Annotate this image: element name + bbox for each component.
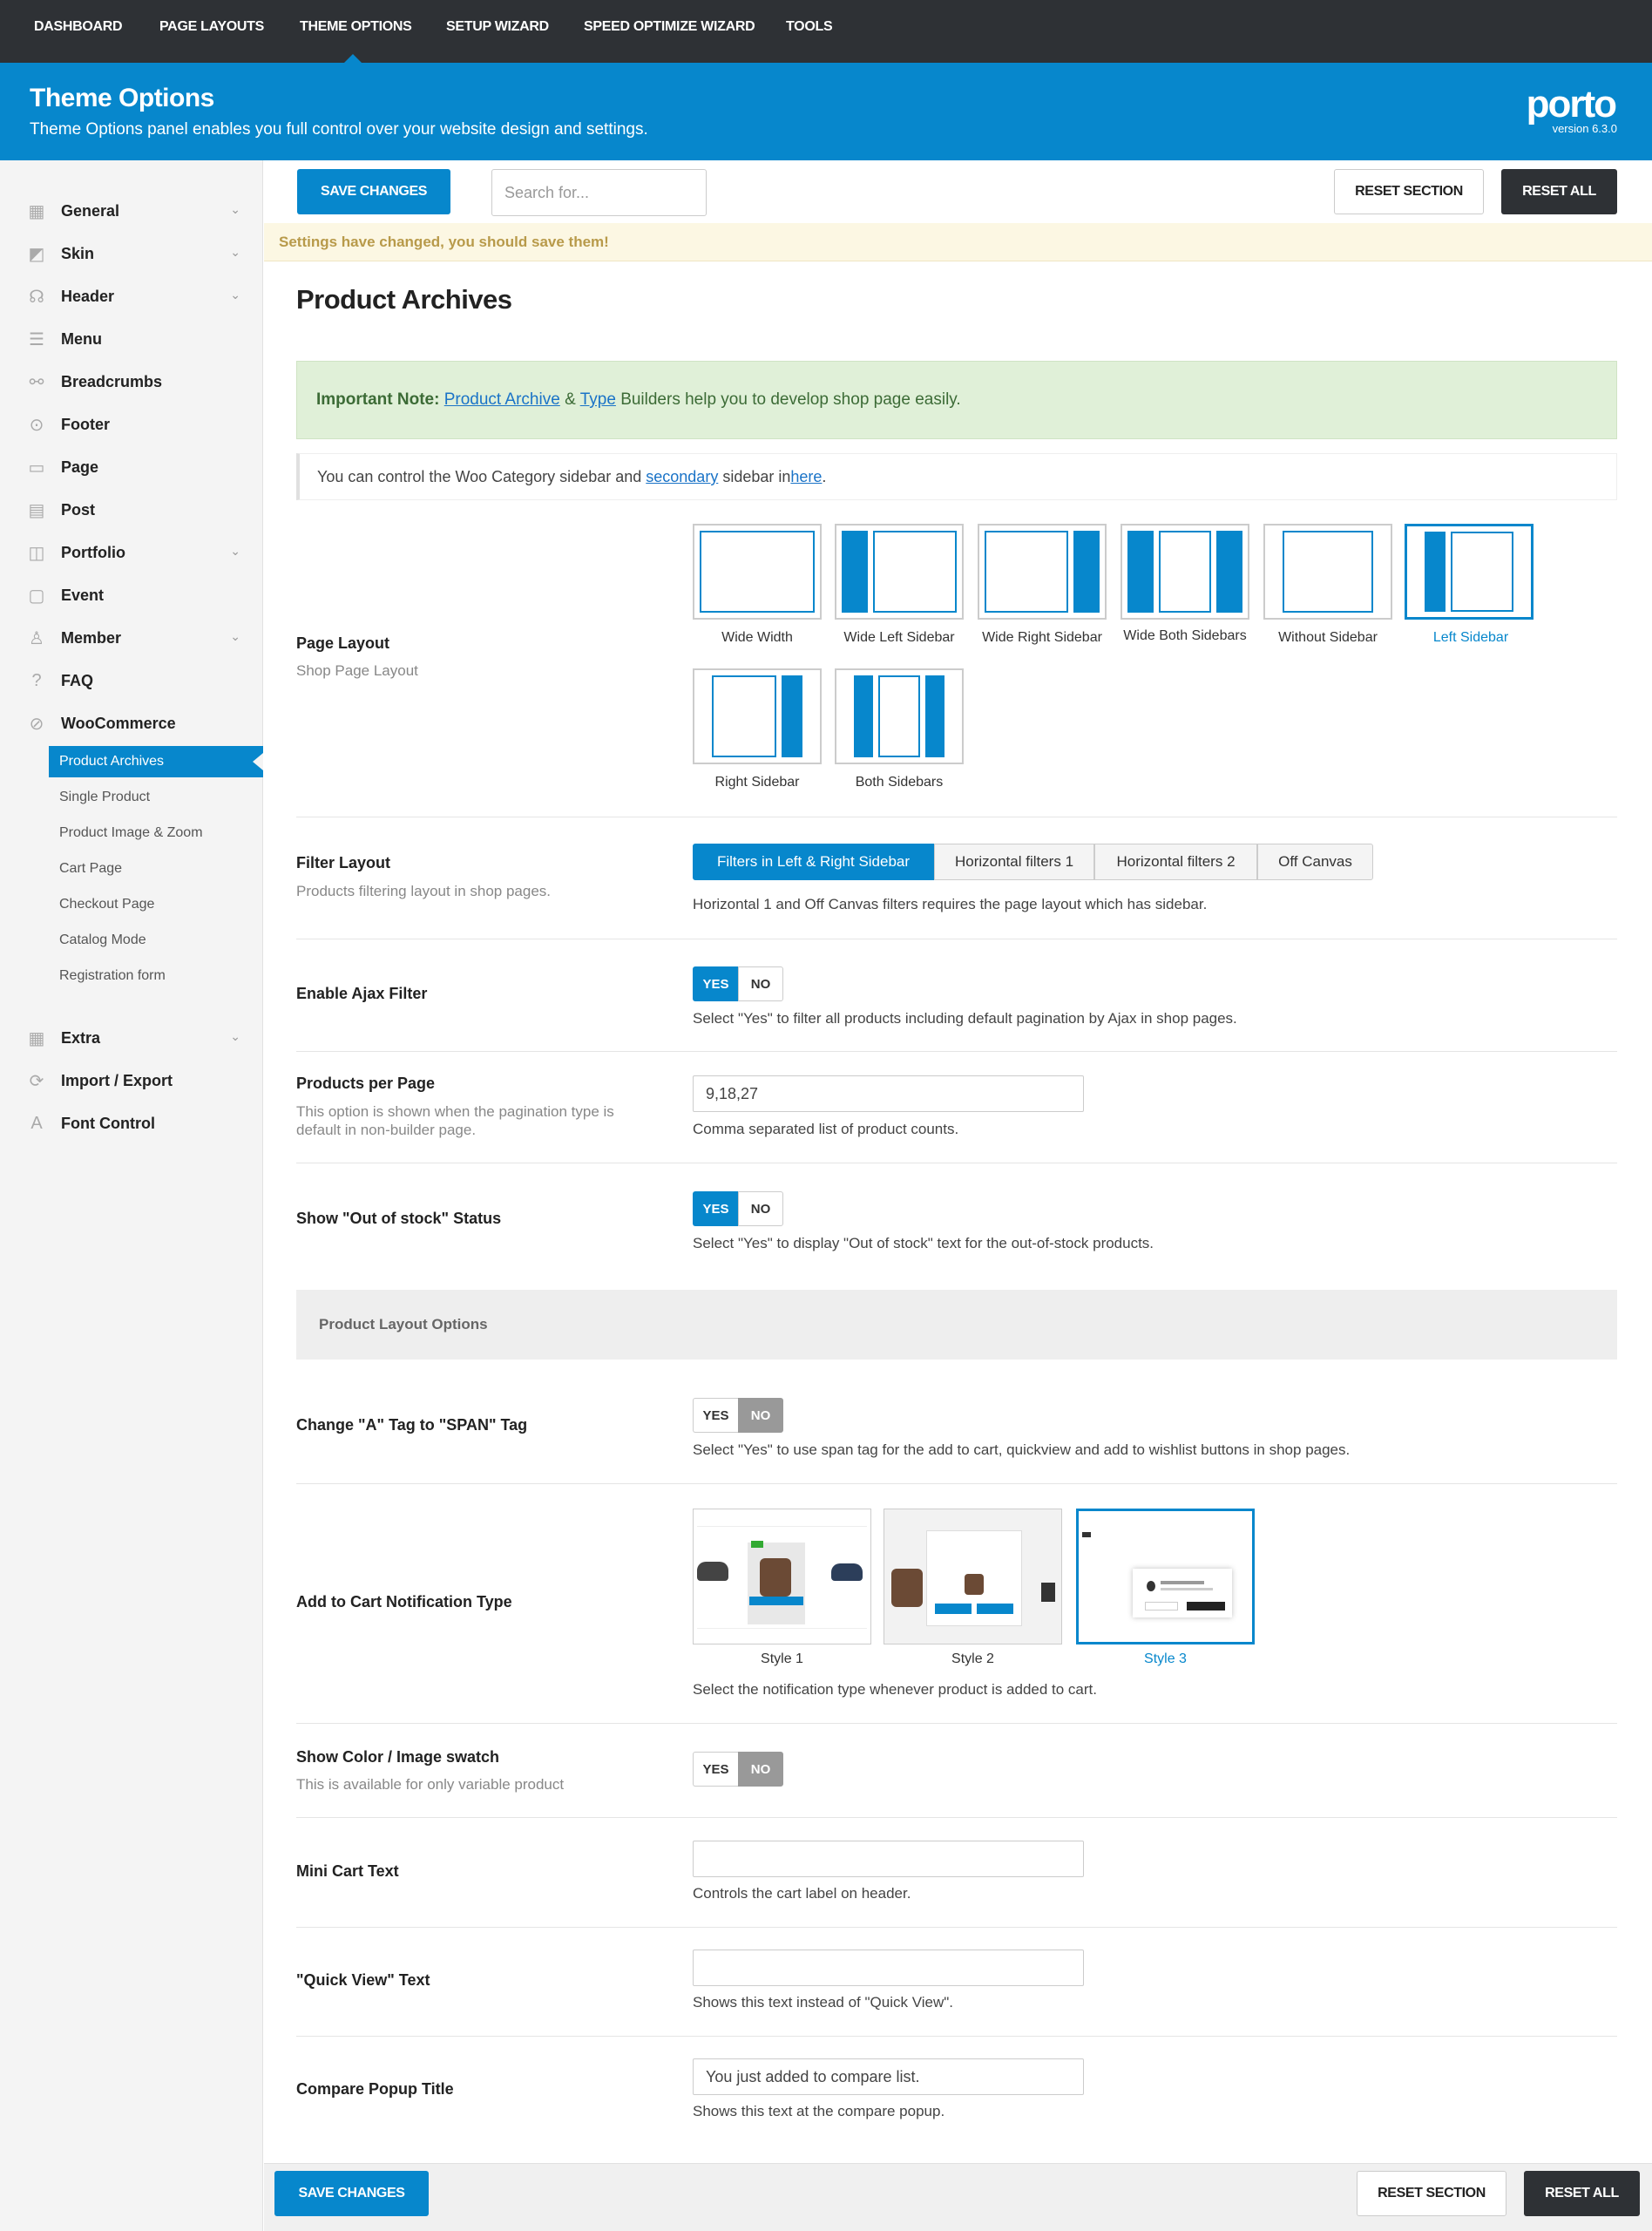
shoe-image xyxy=(831,1563,863,1581)
out-of-stock-label: Show "Out of stock" Status xyxy=(296,1210,502,1227)
popup-text-line xyxy=(1161,1588,1213,1590)
compare-popup-input[interactable] xyxy=(693,2058,1084,2095)
porto-logo: porto xyxy=(1526,83,1615,125)
sidebar-item-label: General xyxy=(61,201,120,220)
reset-all-button-bottom[interactable]: RESET ALL xyxy=(1524,2171,1640,2216)
span-tag-label: Change "A" Tag to "SPAN" Tag xyxy=(296,1416,528,1434)
ajax-filter-label: Enable Ajax Filter xyxy=(296,985,428,1002)
style-label: Style 2 xyxy=(951,1651,994,1666)
filter-option-horizontal-1[interactable]: Horizontal filters 1 xyxy=(934,844,1094,880)
unsaved-changes-notice: Settings have changed, you should save them! xyxy=(264,223,1652,261)
sidebar-sub-single-product[interactable]: Single Product xyxy=(59,790,151,804)
reset-all-button[interactable]: RESET ALL xyxy=(1501,169,1617,214)
layout-label: Both Sidebars xyxy=(855,775,944,790)
view-cart-button xyxy=(935,1604,972,1614)
sidebar-sub-catalog-mode[interactable]: Catalog Mode xyxy=(59,932,146,947)
sidebar-item-label: Footer xyxy=(61,415,110,433)
layout-label: Wide Width xyxy=(721,630,793,645)
sidebar-item-font-control[interactable] xyxy=(24,1106,253,1141)
note-text: Builders help you to develop shop page easily. xyxy=(620,390,961,409)
bag-image xyxy=(891,1569,923,1607)
sidebar-info xyxy=(296,453,1617,500)
sidebar-item-header[interactable] xyxy=(24,279,253,314)
woo-icon: ⊘ xyxy=(29,714,44,734)
style-label: Style 1 xyxy=(761,1651,803,1666)
note-amp: & xyxy=(565,390,576,409)
sidebar-item-breadcrumbs[interactable] xyxy=(24,364,253,399)
sidebar-item-label: Post xyxy=(61,500,96,519)
sidebar-item-label: Member xyxy=(61,628,122,647)
layout-wide-both-sidebars[interactable] xyxy=(1121,524,1249,620)
info-text: You can control the Woo Category sidebar and xyxy=(317,468,642,485)
sidebar-item-label: Header xyxy=(61,287,115,305)
sidebar-item-label: Extra xyxy=(61,1028,101,1047)
notification-style-1[interactable] xyxy=(693,1509,871,1644)
span-tag-yes[interactable]: YES xyxy=(693,1398,738,1433)
important-note xyxy=(296,361,1617,439)
layout-both-sidebars[interactable] xyxy=(835,668,964,764)
chevron-down-icon: ⌄ xyxy=(230,288,240,302)
filter-layout-label: Filter Layout xyxy=(296,854,391,871)
swatch-desc: This is available for only variable product xyxy=(296,1776,565,1793)
quick-view-help: Shows this text instead of "Quick View". xyxy=(693,1994,954,2011)
sidebar-item-label: Import / Export xyxy=(61,1071,173,1089)
post-icon: ▤ xyxy=(28,500,45,520)
banner-title: Theme Options xyxy=(30,84,214,112)
ajax-filter-yes[interactable]: YES xyxy=(693,966,738,1001)
chevron-down-icon: ⌄ xyxy=(230,202,240,216)
mini-cart-input[interactable] xyxy=(693,1841,1084,1877)
page-title: Product Archives xyxy=(296,284,512,315)
divider xyxy=(296,1723,1617,1724)
quick-view-label: "Quick View" Text xyxy=(296,1971,430,1989)
view-cart-button xyxy=(1145,1602,1178,1611)
out-of-stock-yes[interactable]: YES xyxy=(693,1191,738,1226)
filter-option-left-right-sidebar[interactable]: Filters in Left & Right Sidebar xyxy=(693,844,934,880)
sidebar-sub-checkout-page[interactable]: Checkout Page xyxy=(59,897,155,912)
layout-without-sidebar[interactable] xyxy=(1263,524,1392,620)
per-page-label: Products per Page xyxy=(296,1075,436,1092)
sidebar-item-faq[interactable] xyxy=(24,663,253,698)
quick-view-input[interactable] xyxy=(693,1950,1084,1986)
notification-style-3[interactable] xyxy=(1076,1509,1255,1644)
sidebar-sub-registration-form[interactable]: Registration form xyxy=(59,968,166,983)
layout-sidebar-bar xyxy=(1425,532,1446,612)
continue-button xyxy=(977,1604,1013,1614)
notification-style-2[interactable] xyxy=(884,1509,1062,1644)
sidebar-item-label: Skin xyxy=(61,244,95,262)
shoe-image xyxy=(697,1562,728,1581)
layout-sidebar-bar xyxy=(1216,531,1242,613)
info-text-mid: sidebar in xyxy=(722,468,791,485)
product-thumb xyxy=(1147,1581,1155,1591)
layout-label: Without Sidebar xyxy=(1278,630,1378,645)
layout-label: Wide Both Sidebars xyxy=(1123,628,1247,643)
sidebar-item-extra[interactable] xyxy=(24,1021,253,1055)
link-icon: ⚯ xyxy=(29,372,44,392)
sidebar-sub-product-image-zoom[interactable]: Product Image & Zoom xyxy=(59,825,203,840)
layout-sidebar-bar xyxy=(1127,531,1154,613)
sale-badge xyxy=(751,1541,763,1548)
chevron-down-icon: ⌄ xyxy=(230,245,240,259)
sidebar-item-general[interactable] xyxy=(24,193,253,228)
layout-content-box xyxy=(985,531,1068,613)
layout-label: Wide Right Sidebar xyxy=(982,630,1102,645)
chevron-down-icon: ⌄ xyxy=(230,1029,240,1043)
sidebar-item-label: WooCommerce xyxy=(61,714,176,732)
notification-help: Select the notification type whenever product is added to cart. xyxy=(693,1681,1097,1698)
per-page-desc: This option is shown when the pagination type is default in non-builder page. xyxy=(296,1103,614,1138)
filter-layout-desc: Products filtering layout in shop pages. xyxy=(296,883,552,899)
banner-subtitle: Theme Options panel enables you full control over your website design and settings. xyxy=(30,120,648,139)
divider xyxy=(296,2036,1617,2037)
nav-speed-optimize-wizard[interactable]: SPEED OPTIMIZE WIZARD xyxy=(584,19,755,34)
nav-theme-options[interactable]: THEME OPTIONS xyxy=(300,19,412,34)
sidebar-item-woocommerce[interactable] xyxy=(24,706,253,741)
divider xyxy=(296,1927,1617,1928)
page-layout-desc: Shop Page Layout xyxy=(296,662,418,679)
divider xyxy=(296,1817,1617,1818)
page-layout-label: Page Layout xyxy=(296,634,390,652)
type-link[interactable]: Type xyxy=(579,390,616,409)
sidebar-item-label: Font Control xyxy=(61,1114,155,1132)
mini-cart-help: Controls the cart label on header. xyxy=(693,1885,911,1902)
section-header: Product Layout Options xyxy=(296,1290,1617,1360)
sidebar-item-import-export[interactable] xyxy=(24,1063,253,1098)
mini-cart-label: Mini Cart Text xyxy=(296,1862,399,1880)
sidebar-item-event[interactable] xyxy=(24,578,253,613)
compare-popup-help: Shows this text at the compare popup. xyxy=(693,2103,945,2119)
per-page-input[interactable] xyxy=(693,1075,1084,1112)
layout-content-box xyxy=(878,675,920,757)
layout-sidebar-bar xyxy=(854,675,873,757)
save-changes-button[interactable]: SAVE CHANGES xyxy=(297,169,450,214)
ajax-filter-no[interactable]: NO xyxy=(738,966,783,1001)
here-link[interactable]: here xyxy=(790,468,823,485)
sidebar-item-member[interactable] xyxy=(24,620,253,655)
layout-label: Left Sidebar xyxy=(1432,630,1509,645)
bag-image xyxy=(760,1558,791,1597)
layout-wide-left-sidebar[interactable] xyxy=(835,524,964,620)
nav-tools[interactable]: TOOLS xyxy=(786,19,833,34)
swatch-no[interactable]: NO xyxy=(738,1752,783,1787)
info-end: . xyxy=(822,468,827,485)
menu-icon: ☰ xyxy=(29,329,44,349)
layout-sidebar-bar xyxy=(842,531,868,613)
sidebar-item-label: Menu xyxy=(61,329,102,348)
notification-type-label: Add to Cart Notification Type xyxy=(296,1593,512,1611)
header-icon: ☊ xyxy=(29,287,44,307)
footer-icon: ⊙ xyxy=(29,415,44,435)
sidebar-sub-cart-page[interactable]: Cart Page xyxy=(59,861,123,876)
page-icon: ▭ xyxy=(28,458,45,478)
side-image xyxy=(1041,1583,1055,1602)
span-tag-help: Select "Yes" to use span tag for the add to cart, quickview and add to wishlist buttons in shop pages. xyxy=(693,1441,1351,1458)
search-input[interactable] xyxy=(491,169,707,216)
bag-thumb xyxy=(965,1574,984,1595)
layout-content-box xyxy=(712,675,776,757)
sidebar-item-label: Page xyxy=(61,458,99,476)
layout-label: Wide Left Sidebar xyxy=(843,630,955,645)
sidebar-item-menu[interactable] xyxy=(24,322,253,356)
layout-content-box xyxy=(1159,531,1211,613)
sidebar xyxy=(0,160,263,2231)
reset-section-button-bottom[interactable]: RESET SECTION xyxy=(1357,2171,1506,2216)
compare-popup-label: Compare Popup Title xyxy=(296,2080,454,2098)
sidebar-item-page[interactable] xyxy=(24,450,253,485)
chevron-down-icon: ⌄ xyxy=(230,544,240,558)
sidebar-item-label: Portfolio xyxy=(61,543,125,561)
layout-content-box xyxy=(1283,531,1373,613)
sidebar-item-footer[interactable] xyxy=(24,407,253,442)
span-tag-no[interactable]: NO xyxy=(738,1398,783,1433)
filter-option-off-canvas[interactable]: Off Canvas xyxy=(1257,844,1373,880)
filter-layout-help: Horizontal 1 and Off Canvas filters requires the page layout which has sidebar. xyxy=(693,896,1208,912)
skin-icon: ◩ xyxy=(28,244,45,264)
layout-sidebar-bar xyxy=(1073,531,1100,613)
divider xyxy=(296,1051,1617,1052)
checkout-button xyxy=(1187,1602,1225,1611)
add-to-cart-bar xyxy=(749,1597,803,1605)
top-navigation xyxy=(0,0,1652,63)
nav-setup-wizard[interactable]: SETUP WIZARD xyxy=(446,19,549,34)
reset-section-button[interactable]: RESET SECTION xyxy=(1334,169,1484,214)
chevron-down-icon: ⌄ xyxy=(230,629,240,643)
general-icon: ▦ xyxy=(28,201,45,221)
sidebar-item-skin[interactable] xyxy=(24,236,253,271)
layout-sidebar-bar xyxy=(782,675,802,757)
sidebar-sub-product-archives[interactable]: Product Archives xyxy=(49,746,263,777)
ajax-filter-help: Select "Yes" to filter all products including default pagination by Ajax in shop pages. xyxy=(693,1010,1237,1027)
sidebar-item-post[interactable] xyxy=(24,492,253,527)
active-nav-caret xyxy=(344,54,362,63)
sidebar-item-label: Event xyxy=(61,586,105,604)
nav-dashboard[interactable]: DASHBOARD xyxy=(34,19,123,34)
layout-right-sidebar[interactable] xyxy=(693,668,822,764)
sidebar-item-label: Breadcrumbs xyxy=(61,372,163,390)
question-icon: ? xyxy=(31,670,42,690)
out-of-stock-help: Select "Yes" to display "Out of stock" text for the out-of-stock products. xyxy=(693,1235,1154,1251)
layout-label: Right Sidebar xyxy=(714,775,800,790)
filter-option-horizontal-2[interactable]: Horizontal filters 2 xyxy=(1094,844,1257,880)
extra-icon: ▦ xyxy=(28,1028,45,1048)
preview-mark xyxy=(1082,1532,1091,1537)
layout-content-box xyxy=(1451,532,1513,612)
layout-content-box xyxy=(873,531,957,613)
header-banner xyxy=(0,63,1652,160)
sidebar-item-label: FAQ xyxy=(61,671,94,689)
member-icon: ♙ xyxy=(29,628,44,648)
secondary-link[interactable]: secondary xyxy=(646,468,719,485)
swatch-yes[interactable]: YES xyxy=(693,1752,738,1787)
layout-sidebar-bar xyxy=(925,675,944,757)
note-strong: Important Note: xyxy=(316,390,440,409)
preview-price-row xyxy=(697,1515,867,1527)
nav-page-layouts[interactable]: PAGE LAYOUTS xyxy=(159,19,264,34)
version-label: version 6.3.0 xyxy=(1552,122,1617,135)
layout-wide-width[interactable] xyxy=(693,524,822,620)
swatch-label: Show Color / Image swatch xyxy=(296,1748,500,1766)
popup-text-line xyxy=(1161,1581,1204,1584)
font-icon: A xyxy=(30,1113,43,1133)
save-changes-button-bottom[interactable]: SAVE CHANGES xyxy=(274,2171,429,2216)
product-archive-link[interactable]: Product Archive xyxy=(443,390,560,409)
style-label: Style 3 xyxy=(1144,1651,1187,1666)
divider xyxy=(296,1483,1617,1484)
out-of-stock-no[interactable]: NO xyxy=(738,1191,783,1226)
portfolio-icon: ◫ xyxy=(28,543,45,563)
preview-footer-row xyxy=(697,1628,867,1640)
calendar-icon: ▢ xyxy=(28,586,45,606)
layout-wide-right-sidebar[interactable] xyxy=(978,524,1107,620)
sidebar-item-portfolio[interactable] xyxy=(24,535,253,570)
refresh-icon: ⟳ xyxy=(29,1071,44,1091)
layout-content-box xyxy=(700,531,815,613)
layout-left-sidebar[interactable] xyxy=(1405,524,1534,620)
per-page-help: Comma separated list of product counts. xyxy=(693,1121,959,1137)
